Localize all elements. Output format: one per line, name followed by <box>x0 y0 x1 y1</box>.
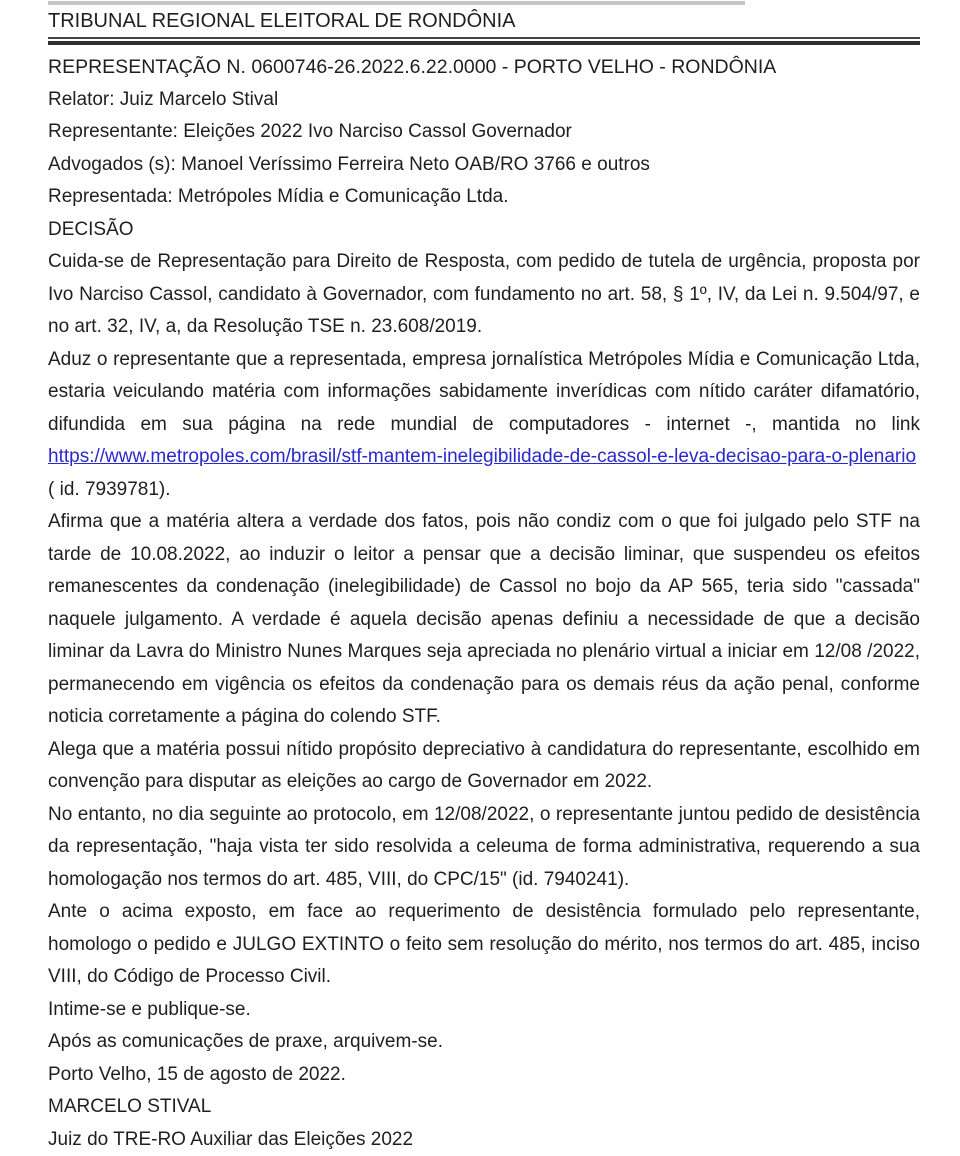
decision-paragraph-2 <box>48 344 920 507</box>
paragraph-2-text-before-link: Aduz o representante que a representada, empresa jornalística Metrópoles Mídia e Comunicação Ltda, estaria veiculando matéria com informações sabidamente inverídicas com nítido caráter difamatório, difundida em sua página na rede mundial de computadores - internet -, mantida no link <box>48 349 920 435</box>
metropoles-article-link[interactable]: https://www.metropoles.com/brasil/stf-mantem-inelegibilidade-de-cassol-e-leva-decisao-para-o-plenario <box>48 446 916 467</box>
decision-paragraph-4: Alega que a matéria possui nítido propósito depreciativo à candidatura do representante, escolhido em convenção para disputar as eleições ao cargo de Governador em 2022. <box>48 734 920 799</box>
arquivem-se-line: Após as comunicações de praxe, arquivem-se. <box>48 1026 920 1059</box>
decision-section-label: DECISÃO <box>48 214 920 247</box>
paragraph-2-text-after-link: ( id. 7939781). <box>48 479 171 500</box>
court-title: TRIBUNAL REGIONAL ELEITORAL DE RONDÔNIA <box>48 8 920 39</box>
representante-line: Representante: Eleições 2022 Ivo Narciso Cassol Governador <box>48 116 920 149</box>
representada-line: Representada: Metrópoles Mídia e Comunicação Ltda. <box>48 181 920 214</box>
relator-line: Relator: Juiz Marcelo Stival <box>48 84 920 117</box>
decision-paragraph-5: No entanto, no dia seguinte ao protocolo, em 12/08/2022, o representante juntou pedido de desistência da representação, "haja vista ter sido resolvida a celeuma de forma administrativa, requerendo a sua homologação nos termos do art. 485, VIII, do CPC/15" (id. 7940241). <box>48 799 920 897</box>
advogados-line: Advogados (s): Manoel Veríssimo Ferreira Neto OAB/RO 3766 e outros <box>48 149 920 182</box>
signature-name: MARCELO STIVAL <box>48 1091 920 1124</box>
decision-paragraph-1: Cuida-se de Representação para Direito de Resposta, com pedido de tutela de urgência, proposta por Ivo Narciso Cassol, candidato à Governador, com fundamento no art. 58, § 1º, IV, da Lei n. 9.504/97, e no art. 32, IV, a, da Resolução TSE n. 23.608/2019. <box>48 246 920 344</box>
document-content <box>48 8 920 1156</box>
case-number-line: REPRESENTAÇÃO N. 0600746-26.2022.6.22.0000 - PORTO VELHO - RONDÔNIA <box>48 51 920 84</box>
intime-se-line: Intime-se e publique-se. <box>48 994 920 1027</box>
decision-paragraph-3: Afirma que a matéria altera a verdade dos fatos, pois não condiz com o que foi julgado pelo STF na tarde de 10.08.2022, ao induzir o leitor a pensar que a decisão liminar, que suspendeu os efeitos remanescentes da condenação (inelegibilidade) de Cassol no bojo da AP 565, teria sido "cassada" naquele julgamento. A verdade é aquela decisão apenas definiu a necessidade de que a decisão liminar da Lavra do Ministro Nunes Marques seja apreciada no plenário virtual a iniciar em 12/08 /2022, permanecendo em vigência os efeitos da condenação para os demais réus da ação penal, conforme noticia corretamente a página do colendo STF. <box>48 506 920 734</box>
clipped-top-rule <box>48 1 745 5</box>
decision-paragraph-6: Ante o acima exposto, em face ao requerimento de desistência formulado pelo representante, homologo o pedido e JULGO EXTINTO o feito sem resolução do mérito, nos termos do art. 485, inciso VIII, do Código de Processo Civil. <box>48 896 920 994</box>
signature-role: Juiz do TRE-RO Auxiliar das Eleições 2022 <box>48 1124 920 1156</box>
place-date-line: Porto Velho, 15 de agosto de 2022. <box>48 1059 920 1092</box>
header-divider-rule <box>48 41 920 45</box>
